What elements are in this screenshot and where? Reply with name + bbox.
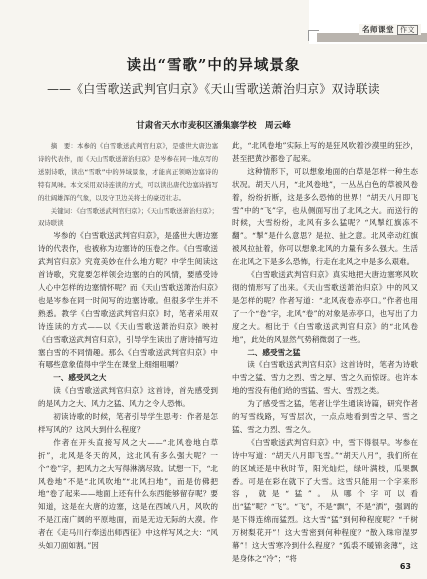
column-banner: [309, 0, 427, 44]
body-paragraph: 此，“北风卷地”实际上写的是狂风吹着沙漠里的狂沙，甚至把黄沙都卷了起来。: [232, 141, 418, 163]
body-paragraph: 为了感受雪之猛，笔者让学生通读诗篇，研究作者的写雪线路，写雪层次，一点点地看到雪之早、雪之猛、雪之力烈、雪之久。: [232, 399, 418, 434]
column-name: 名师课堂: [362, 25, 394, 34]
body-paragraph: 《白雪歌送武判官归京》中，雪下得很早。岑参在诗中写道：“胡天八月即飞雪。”“胡天八月”，我们所在的区域还是中秋时节，阳光灿烂，绿叶满枝，瓜果飘香。可是在彩在就下了大雪。这雪只能用一个字来形容，就是“猛”。从哪个字可以看出“猛”呢？“飞”。“飞”，不是“飘”，不是“洒”，强调的是下得连绵而猛烈。这大雪“猛”到何种程度呢？“千树万树梨花开”！这大雪密到何种程度？“散入珠帘湿罗幕”！这大雪寒冷到什么程度？“狐裘不暖锦衾薄”，这是身体之“冷”；“将: [232, 437, 418, 563]
body-paragraph: 作者在开头直接写风之大——“北风卷地白草折”，北风是冬天的风，这北风有多么强大呢？一个“卷”字，把风力之大写得淋漓尽致。试想一下，“北风卷地”不是“北风吹地”“北风扫地”，而是仿佛把地“卷了起来——地面上还有什么东西能够留存呢？要知道，这是在大唐的边塞，这是在西域八月，风吹的不是江南广阔的平原地面，而是无边无际的大漠。作者在《走马川行奉送出师西征》中这样写风之大：“风头如刀面如割。”因: [38, 437, 218, 551]
banner-decoration: [308, 30, 319, 41]
article-title: 读出“雪歌”中的异域景象: [126, 57, 301, 74]
body-paragraph: 这种情形下，可以想象地面的白草是怎样一种生态状况。胡天八月，“北风卷地”，一丛丛白色的草被风卷着，纷纷折断，这是多么恐怖的世界！“胡天八月即飞雪”中的“飞”字，也从侧面写出了北风之大。而送行的时候，大雪纷纷，北风有多么猛呢？“风掣红旗冻不翻”。“掣”是什么意思？是拉、扯之意。北风牵动红旗被风拉扯着，你可以想象北风的力量有多么强大。生活在北风之下是多么恐怖，行走在北风之中是多么艰难。: [232, 166, 418, 267]
page-number: 63: [399, 562, 411, 571]
section-heading: 二、感受雪之猛: [247, 347, 301, 357]
keywords: 关键词：《白雪歌送武判官归京》；《天山雪歌送萧治归京》；双诗联读: [38, 206, 218, 228]
body-paragraph: 初读诗歌的时候，笔者引导学生思考：作者是怎样写风的？这风大到什么程度？: [38, 412, 218, 434]
body-paragraph: 岑参的《白雪歌送武判官归京》，是盛世大唐边塞诗的代表作，也被称为边塞诗的压卷之作。《白雪歌送武判官归京》究竟美妙在什么地方呢？中学生阅读这首诗歌，究竟要怎样领会边塞的白的风情，要感受诗人心中怎样的边塞情怀呢？而《天山雪歌送萧治归京》也是岑参在同一时间写的边塞诗歌。但很多学生并不熟悉。教学《白雪歌送武判官归京》时，笔者采用双诗连读的方式——以《天山雪歌送萧治归京》映衬《白雪歌送武判官归京》，引导学生读出了唐诗描写边塞白雪的不同情趣。那么《白雪歌送武判官归京》中有哪些意象值得中学生在课堂上细细咀嚼？: [38, 231, 218, 370]
right-column: [232, 140, 418, 566]
body-paragraph: 《白雪歌送武判官归京》真实地把大唐边塞寒风吹彻的情形写了出来。《天山雪歌送萧治归京》中的风又是怎样的呢？作者写道：“北风夜卷赤亭口。”作者也用了一个“卷”字，北风“卷”的对象是赤亭口，也写出了力度之大。相比于《白雪歌送武判官归京》的“北风卷地”，此处的风显然气势稍微弱了一些。: [232, 270, 418, 344]
column-tag: 作文: [397, 25, 418, 35]
author-line: 甘肃省天水市麦积区潘集寨学校 周云峰: [136, 121, 291, 131]
article-subtitle: ——《白雪歌送武判官归京》《天山雪歌送萧治归京》双诗联读: [47, 82, 380, 96]
banner-label: [359, 24, 421, 35]
body-paragraph: 读《白雪歌送武判官归京》这首诗，首先感受到的是风力之大、风力之猛、风力之令人恐怖。: [38, 386, 218, 409]
body-paragraph: 读《白雪歌送武判官归京》这首诗时，笔者为诗歌中雪之猛、雪力之烈、雪之厚、雪之久而惊讶。也许本地的雪没有他们给的雪猛、雪大、雪烈之类。: [232, 360, 418, 396]
left-column: [38, 140, 218, 553]
abstract: 摘 要：本参的《白雪歌送武判官归京》，是盛世大唐边塞诗的代表作，而《天山雪歌送萧治归京》是岑参在同一地点写的送别诗歌，读出“雪歌”中的异域景象，才能真正领略边塞诗的特有风味。本文采用双诗连读的方式，可以读出唐代边塞诗描写的壮阔雄浑的气象，以及守卫边关将士的豪迈壮志。: [38, 142, 218, 202]
section-heading: 一、感受风之大: [53, 373, 107, 383]
